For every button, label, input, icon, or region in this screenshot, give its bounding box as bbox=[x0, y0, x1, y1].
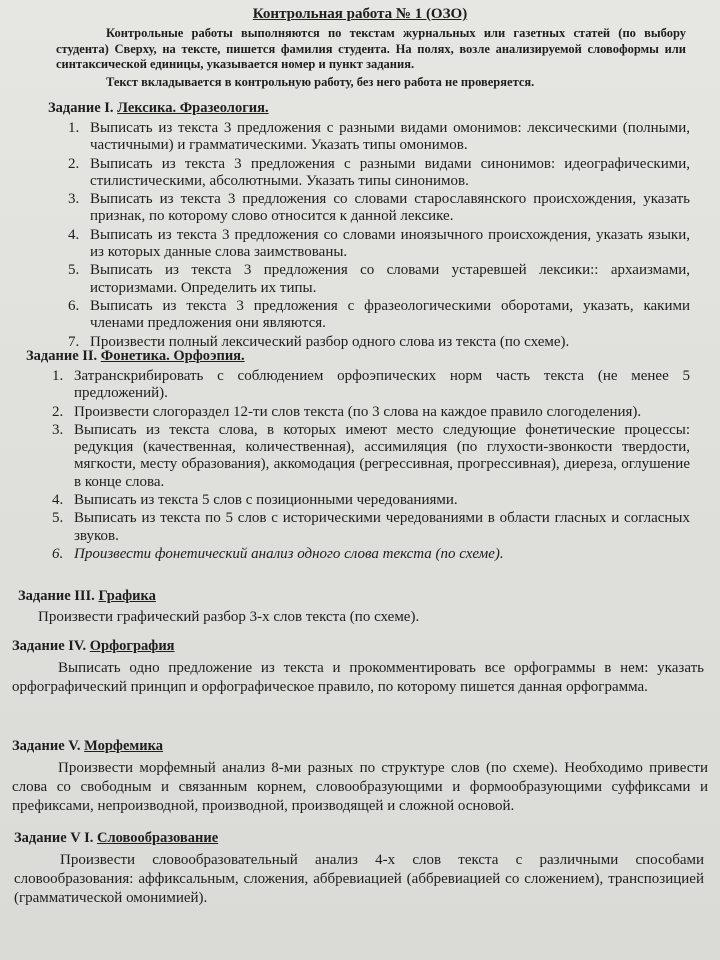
section-heading bbox=[18, 588, 698, 605]
list-item: 6. Выписать из текста 3 предложения с фразеологическими оборотами, указать, какими членами предложения они являются. bbox=[68, 297, 690, 332]
section-topic: Фонетика. Орфоэпия. bbox=[100, 348, 245, 364]
section-2 bbox=[26, 348, 696, 564]
section-label: Задание III. bbox=[18, 588, 95, 604]
section-heading bbox=[26, 348, 696, 365]
list-item: 4. Выписать из текста 5 слов с позиционными чередованиями. bbox=[52, 492, 458, 509]
list-item: 2. Произвести слогораздел 12-ти слов текста (по 3 слова на каждое правило слогоделения). bbox=[52, 403, 642, 420]
section-label: Задание IV. bbox=[12, 638, 87, 654]
section-label: Задание V. bbox=[12, 738, 81, 754]
section-topic: Морфемика bbox=[84, 738, 164, 754]
task-list bbox=[52, 368, 690, 563]
section-3 bbox=[18, 588, 698, 627]
section-label: Задание I. bbox=[48, 100, 114, 116]
list-item: 5. Выписать из текста 3 предложения со словами устаревшей лексики:: архаизмами, историзмами. Определить их типы. bbox=[68, 262, 690, 296]
list-item: 1. Выписать из текста 3 предложения с разными видами омонимов: лексическими (полными, частичными) и грамматическими. Указать типы омонимов. bbox=[68, 120, 690, 154]
list-item: 3. Выписать из текста 3 предложения со словами старославянского происхождения, указать признак, по которому слово относится к данной лексике. bbox=[68, 191, 690, 225]
section-topic: Словообразование bbox=[97, 830, 219, 846]
list-item: 4. Выписать из текста 3 предложения со словами иноязычного происхождения, указать языки, из которых данные слова заимствованы. bbox=[68, 226, 690, 261]
list-item: 1. Затранскрибировать с соблюдением орфоэпических норм часть текста (не менее 5 предложений). bbox=[52, 368, 690, 402]
list-item: 6. Произвести фонетический анализ одного слова текста (по схеме). bbox=[52, 545, 504, 562]
intro bbox=[56, 26, 686, 90]
section-topic: Лексика. Фразеология. bbox=[117, 100, 269, 116]
section-4 bbox=[12, 638, 704, 697]
task-text: Произвести графический разбор 3-х слов текста (по схеме). bbox=[38, 609, 420, 625]
section-1 bbox=[48, 100, 698, 352]
section-5 bbox=[12, 738, 708, 816]
section-topic: Орфография bbox=[89, 638, 175, 654]
list-item: 3. Выписать из текста слова, в которых имеют место следующие фонетические процессы: редукция (качественная, количественная), ассимиляция (по глухости-звонкости твердости, мягкости, месту образования), аккомодация (регрессивная, прогрессивная), диереза, оглушение в конце слова. bbox=[52, 421, 690, 490]
section-6 bbox=[14, 830, 704, 908]
section-heading bbox=[48, 100, 698, 117]
section-topic: Графика bbox=[98, 588, 156, 604]
list-item: 7. Произвести полный лексический разбор одного слова из текста (по схеме). bbox=[68, 333, 570, 350]
task-text: Произвести морфемный анализ 8-ми разных по структуре слов (по схеме). Необходимо привести слова со свободным и связанным корнем, словообразующими и формообразующими суффиксами и префиксами, непроизводной, производной, производящей и сложной основой. bbox=[12, 760, 708, 814]
task-text: Произвести словообразовательный анализ 4-х слов текста с различными способами словообразования: аффиксальным, сложения, аббревиацией (аббревиацией со сложением), транспозицией (грамматической омонимией). bbox=[14, 852, 704, 906]
section-heading bbox=[12, 638, 704, 655]
section-heading bbox=[14, 830, 704, 847]
section-label: Задание V I. bbox=[14, 830, 94, 846]
document-title: Контрольная работа № 1 (ОЗО) bbox=[252, 6, 468, 22]
section-label: Задание II. bbox=[26, 348, 98, 364]
list-item: 5. Выписать из текста по 5 слов с историческими чередованиями в области гласных и согласных звуков. bbox=[52, 510, 690, 544]
intro-paragraph: Контрольные работы выполняются по текстам журнальных или газетных статей (по выбору студента) Сверху, на тексте, пишется фамилия студента. На полях, возле анализируемой словоформы или синтаксической единицы, указывается номер и пункт задания. bbox=[56, 26, 686, 71]
intro-note: Текст вкладывается в контрольную работу, без него работа не проверяется. bbox=[106, 74, 535, 89]
section-heading bbox=[12, 738, 708, 755]
list-item: 2. Выписать из текста 3 предложения с разными видами синонимов: идеографическими, стилистическими, абсолютными. Указать типы синонимов. bbox=[68, 155, 690, 189]
task-list bbox=[68, 120, 690, 351]
task-text: Выписать одно предложение из текста и прокомментировать все орфограммы в нем: указать орфографический принцип и орфографическое правило, по которому пишется данная орфограмма. bbox=[12, 660, 704, 695]
